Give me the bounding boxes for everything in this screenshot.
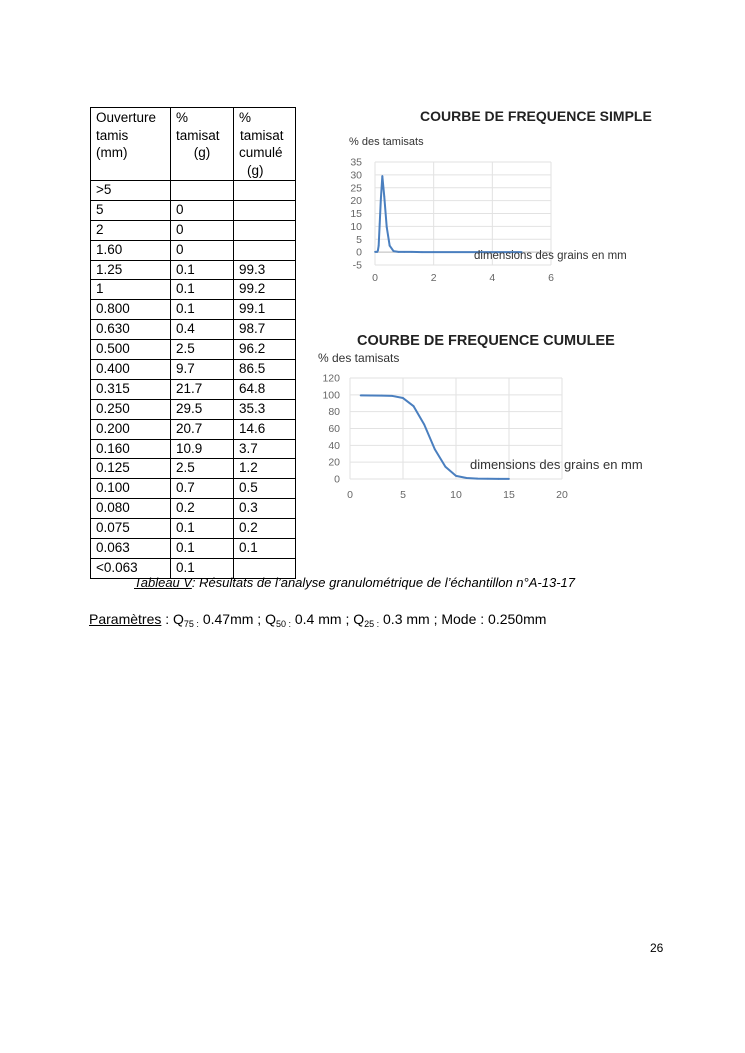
cumulative-data-point — [434, 448, 436, 450]
simple-data-point — [393, 250, 395, 252]
table-cell: 0.400 — [91, 360, 171, 380]
cumulative-x-axis-label: dimensions des grains en mm — [470, 457, 643, 472]
simple-data-point — [389, 245, 391, 247]
simple-data-point — [398, 251, 400, 253]
table-cell: 0.1 — [234, 539, 296, 559]
table-cell: 0.250 — [91, 399, 171, 419]
table-cell: 0.315 — [91, 379, 171, 399]
table-cell: 2.5 — [171, 340, 234, 360]
table-cell: 0.1 — [171, 519, 234, 539]
q75-label: Q — [173, 611, 184, 627]
table-cell: 21.7 — [171, 379, 234, 399]
table-caption — [134, 575, 575, 590]
table-cell: 96.2 — [234, 340, 296, 360]
cumulative-data-point — [476, 478, 478, 480]
cumulative-data-point — [423, 424, 425, 426]
simple-data-point — [433, 251, 435, 253]
cumulative-chart-title: COURBE DE FREQUENCE CUMULEE — [357, 333, 615, 349]
table-cell: 35.3 — [234, 399, 296, 419]
q50-subscript: 50 : — [275, 619, 291, 629]
table-cell: 0.160 — [91, 439, 171, 459]
cumulative-y-axis-label: % des tamisats — [318, 351, 400, 365]
table-cell: 99.2 — [234, 280, 296, 300]
parameters-label: Paramètres — [89, 611, 162, 627]
cumulative-data-point — [445, 466, 447, 468]
simple-x-tick-label: 6 — [548, 272, 554, 284]
caption-text: : Résultats de l’analyse granulométrique de l’échantillon n°A-13-17 — [191, 575, 575, 590]
cumulative-data-point — [487, 478, 489, 480]
simple-y-tick-label: 5 — [356, 233, 362, 246]
table-cell: >5 — [91, 181, 171, 201]
cumulative-data-point — [381, 395, 383, 397]
table-cell: 0.063 — [91, 539, 171, 559]
simple-y-tick-label: 35 — [350, 156, 362, 169]
table-cell: 86.5 — [234, 360, 296, 380]
simple-data-point — [380, 198, 382, 200]
table-cell: 0 — [171, 240, 234, 260]
cumulative-y-tick-label: 80 — [328, 406, 340, 419]
simple-data-point — [403, 251, 405, 253]
q50-value: 0.4 mm ; — [290, 611, 354, 627]
table-cell: 64.8 — [234, 379, 296, 399]
table-cell: 0.1 — [171, 539, 234, 559]
cumulative-data-point — [508, 478, 510, 480]
table-cell: 0.800 — [91, 300, 171, 320]
table-cell: 0.1 — [171, 280, 234, 300]
table-header-text: (g) — [193, 145, 211, 160]
simple-x-tick-label: 2 — [430, 272, 437, 284]
table-header-text: tamisat — [176, 127, 220, 143]
table-cell: 1.2 — [234, 459, 296, 479]
cumulative-data-point — [498, 478, 500, 480]
table-cell: 29.5 — [171, 399, 234, 419]
simple-y-axis-label: % des tamisats — [349, 136, 424, 148]
table-header-text: (g) — [247, 162, 264, 178]
cumulative-y-tick-label: 40 — [328, 439, 340, 452]
cumulative-data-point — [360, 395, 362, 397]
cumulative-y-tick-label: 0 — [334, 473, 340, 486]
cumulative-x-tick-label: 0 — [347, 489, 353, 501]
table-cell: 0.4 — [171, 320, 234, 340]
table-cell: 0.5 — [234, 479, 296, 499]
table-cell: 0.500 — [91, 340, 171, 360]
simple-data-point — [383, 195, 385, 197]
table-cell: 0.3 — [234, 499, 296, 519]
table-cell: 0.2 — [234, 519, 296, 539]
simple-y-tick-label: 10 — [350, 220, 362, 233]
table-cell: 1.25 — [91, 260, 171, 280]
simple-data-point — [421, 251, 423, 253]
table-cell: 0.100 — [91, 479, 171, 499]
cumulative-y-tick-label: 20 — [328, 456, 340, 469]
table-header-text: Ouverture — [96, 110, 157, 125]
simple-data-point — [411, 251, 413, 253]
table-cell: 98.7 — [234, 320, 296, 340]
cumulative-data-point — [402, 397, 404, 399]
table-header-text: (mm) — [96, 145, 128, 160]
cumulative-y-tick-label: 60 — [328, 423, 340, 435]
q75-subscript: 75 : — [183, 619, 199, 629]
table-header-text: tamis — [96, 127, 129, 143]
table-cell: 99.1 — [234, 300, 296, 320]
table-cell: 1.60 — [91, 240, 171, 260]
q25-value: 0.3 mm ; Mode : 0.250mm — [379, 611, 547, 627]
cumulative-y-tick-label: 100 — [322, 389, 340, 402]
parameters-separator: : — [161, 611, 174, 627]
page-number: 26 — [650, 941, 664, 955]
table-cell: <0.063 — [91, 558, 171, 578]
table-header-text: tamisat — [240, 127, 284, 143]
table-cell: 10.9 — [171, 439, 234, 459]
simple-x-tick-label: 4 — [489, 272, 496, 284]
table-cell: 5 — [91, 200, 171, 220]
simple-data-point — [378, 245, 380, 247]
q75-value: 0.47mm ; — [198, 611, 266, 627]
table-cell: 0.125 — [91, 459, 171, 479]
table-cell: 0 — [171, 200, 234, 220]
table-cell: 0 — [171, 220, 234, 240]
table-cell: 1 — [91, 280, 171, 300]
cumulative-data-point — [466, 477, 468, 479]
cumulative-data-point — [370, 395, 372, 397]
table-cell: 9.7 — [171, 360, 234, 380]
cumulative-data-point — [392, 395, 394, 397]
table-cell: 3.7 — [234, 439, 296, 459]
table-cell: 0.1 — [171, 300, 234, 320]
table-cell: 0.075 — [91, 519, 171, 539]
simple-y-tick-label: 20 — [350, 195, 362, 208]
cumulative-x-tick-label: 20 — [556, 489, 568, 501]
table-cell: 20.7 — [171, 419, 234, 439]
cumulative-data-point — [455, 475, 457, 477]
table-cell: 14.6 — [234, 419, 296, 439]
q50-label: Q — [265, 611, 276, 627]
table-header-text: % — [239, 110, 252, 125]
simple-data-point — [377, 249, 379, 251]
table-cell: 0.1 — [171, 260, 234, 280]
simple-x-axis-label: dimensions des grains en mm — [474, 250, 627, 262]
simple-x-tick-label: 0 — [372, 272, 378, 284]
table-cell: 99.3 — [234, 260, 296, 280]
simple-y-tick-label: -5 — [352, 259, 362, 272]
cumulative-data-point — [413, 405, 415, 407]
table-header-text: % — [176, 110, 189, 125]
cumulative-y-tick-label: 120 — [322, 372, 340, 385]
simple-data-point — [379, 223, 381, 225]
parameters-line — [89, 611, 546, 629]
table-cell: 2 — [91, 220, 171, 240]
simple-data-point — [386, 226, 388, 228]
simple-y-tick-label: 0 — [356, 246, 362, 259]
cumulative-x-tick-label: 10 — [450, 489, 462, 501]
simple-y-tick-label: 25 — [350, 182, 362, 195]
cumulative-x-tick-label: 15 — [503, 489, 515, 501]
table-header-text: cumulé — [239, 145, 283, 160]
q25-label: Q — [353, 611, 365, 627]
simple-chart-title: COURBE DE FREQUENCE SIMPLE — [420, 108, 652, 124]
simple-data-point — [381, 175, 383, 177]
table-cell: 2.5 — [171, 459, 234, 479]
simple-y-tick-label: 15 — [350, 208, 362, 220]
cumulative-x-tick-label: 5 — [400, 489, 406, 501]
caption-label: Tableau V — [134, 575, 192, 590]
table-cell: 0.7 — [171, 479, 234, 499]
table-cell: 0.1 — [171, 558, 234, 578]
table-cell: 0.2 — [171, 499, 234, 519]
simple-data-point — [374, 251, 376, 253]
table-cell: 0.200 — [91, 419, 171, 439]
simple-y-tick-label: 30 — [350, 169, 362, 182]
q25-subscript: 25 : — [364, 619, 380, 629]
table-cell: 0.080 — [91, 499, 171, 519]
table-cell: 0.630 — [91, 320, 171, 340]
